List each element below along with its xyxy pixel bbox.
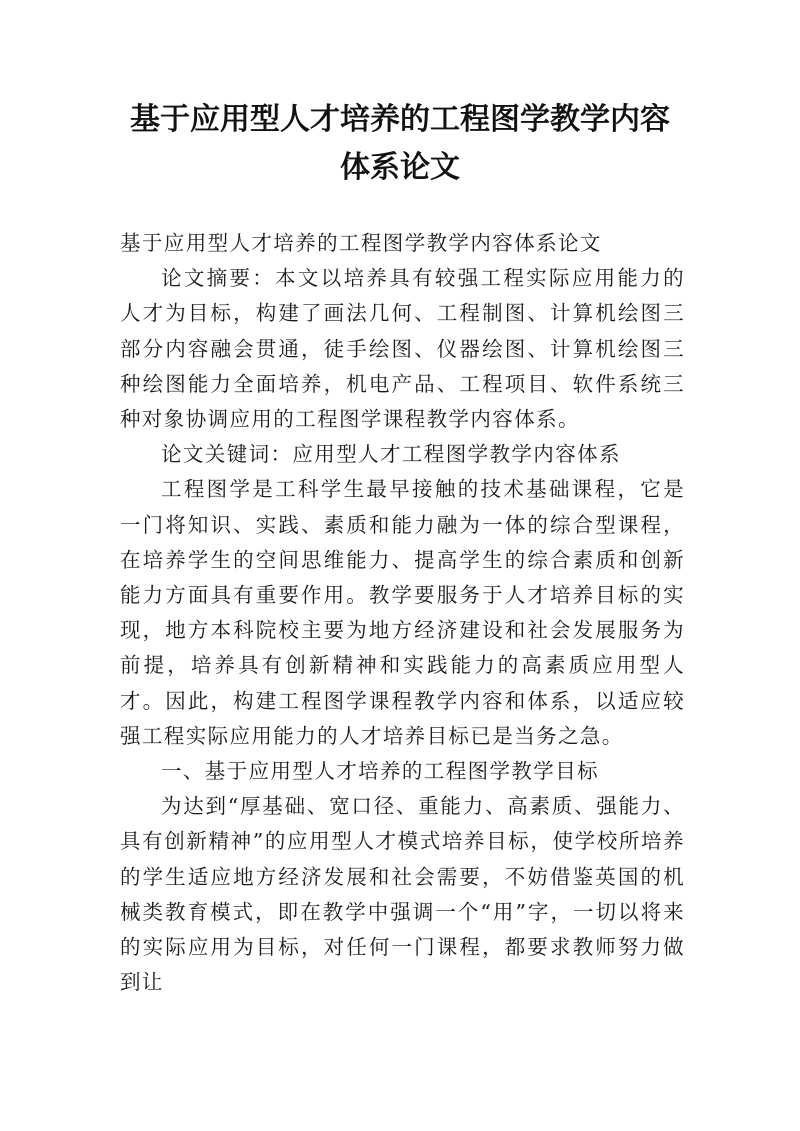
title-line-2: 体系论文 [340, 150, 460, 185]
keywords-paragraph: 论文关键词：应用型人才工程图学教学内容体系 [161, 442, 621, 467]
abstract-paragraph: 论文摘要：本文以培养具有较强工程实际应用能力的人才为目标，构建了画法几何、工程制图、计算机绘图三部分内容融会贯通，徒手绘图、仪器绘图、计算机绘图三种绘图能力全面培养，机电产品、工程项目、软件系统三种对象协调应用的工程图学课程教学内容体系。 [120, 266, 685, 432]
section-1-paragraph: 为达到“厚基础、宽口径、重能力、高素质、强能力、具有创新精神”的应用型人才模式培养目标，使学校所培养的学生适应地方经济发展和社会需要，不妨借鉴英国的机械类教育模式，即在教学中强调一个“用”字，一切以将来的实际应用为目标，对任何一门课程，都要求教师努力做到让 [120, 794, 685, 995]
section-heading-1: 一、基于应用型人才培养的工程图学教学目标 [161, 759, 599, 784]
document-title [100, 96, 700, 192]
paper-subtitle: 基于应用型人才培养的工程图学教学内容体系论文 [120, 231, 602, 255]
document-body [120, 226, 685, 1000]
title-line-1: 基于应用型人才培养的工程图学教学内容 [130, 102, 670, 137]
intro-paragraph: 工程图学是工科学生最早接触的技术基础课程，它是一门将知识、实践、素质和能力融为一体的综合型课程，在培养学生的空间思维能力、提高学生的综合素质和创新能力方面具有重要作用。教学要服务于人才培养目标的实现，地方本科院校主要为地方经济建设和社会发展服务为前提，培养具有创新精神和实践能力的高素质应用型人才。因此，构建工程图学课程教学内容和体系，以适应较强工程实际应用能力的人才培养目标已是当务之急。 [120, 477, 685, 748]
